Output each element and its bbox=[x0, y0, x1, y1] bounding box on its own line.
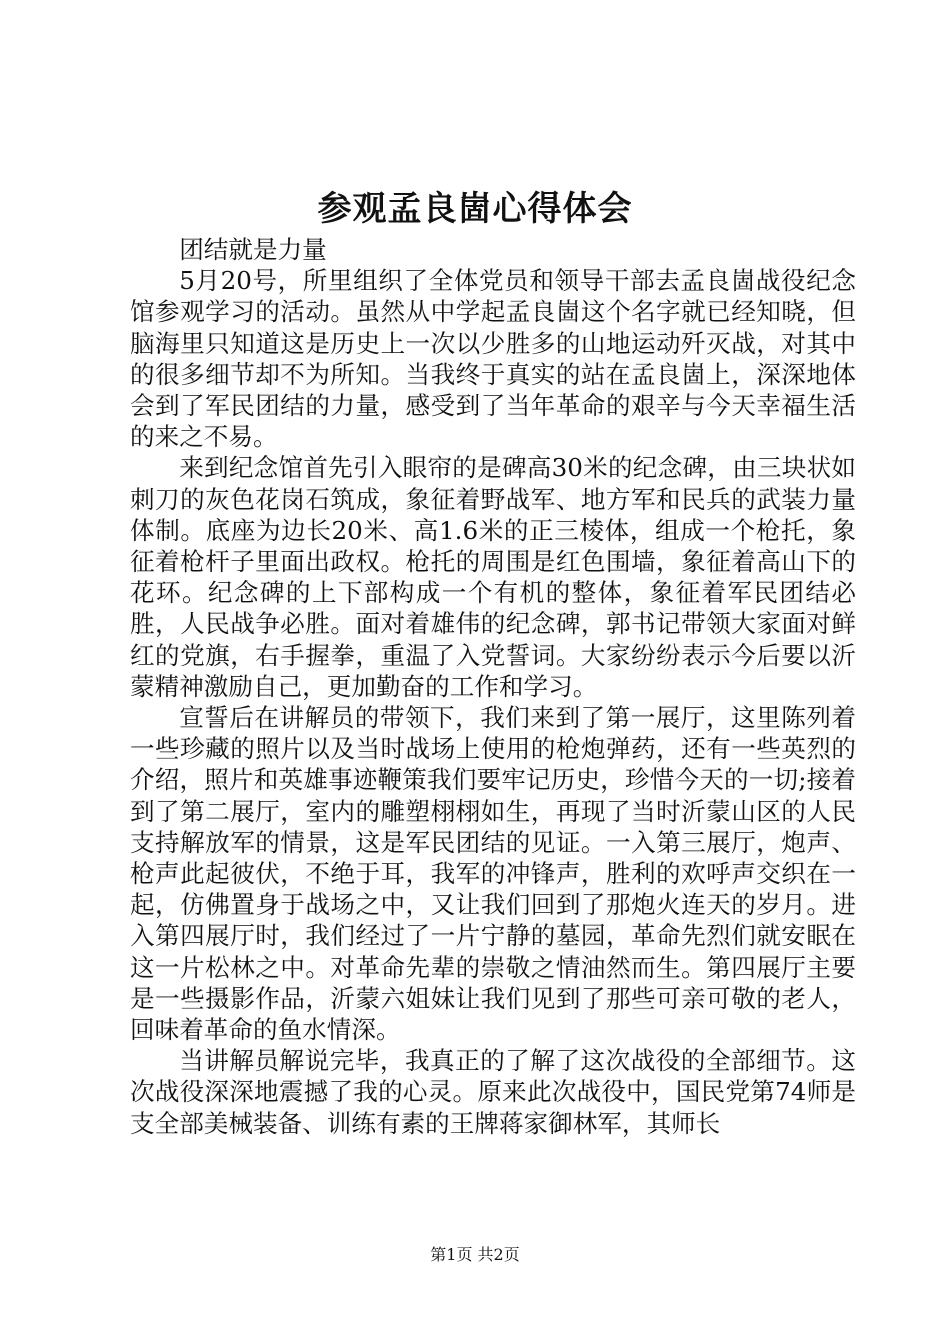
page-footer: 第1页 共2页 bbox=[430, 1245, 520, 1264]
document-title: 参观孟良崮心得体会 bbox=[317, 189, 633, 229]
paragraph: 当讲解员解说完毕，我真正的了解了这次战役的全部细节。这次战役深深地震撼了我的心灵。原来此次战役中，国民党第74师是支全部美械装备、训练有素的王牌蒋家御林军，其师长 bbox=[130, 1046, 856, 1138]
paragraph-subtitle: 团结就是力量 bbox=[179, 235, 327, 264]
paragraph: 来到纪念馆首先引入眼帘的是碑高30米的纪念碑，由三块状如刺刀的灰色花岗石筑成，象征着野战军、地方军和民兵的武装力量体制。底座为边长20米、高1.6米的正三棱体，组成一个枪托，象征着枪杆子里面出政权。枪托的周围是红色围墙，象征着高山下的花环。纪念碑的上下部构成一个有机的整体，象征着军民团结必胜，人民战争必胜。面对着雄伟的纪念碑，郭书记带领大家面对鲜红的党旗，右手握拳，重温了入党誓词。大家纷纷表示今后要以沂蒙精神激励自己，更加勤奋的工作和学习。 bbox=[130, 453, 856, 701]
paragraph: 宣誓后在讲解员的带领下，我们来到了第一展厅，这里陈列着一些珍藏的照片以及当时战场上使用的枪炮弹药，还有一些英烈的介绍，照片和英雄事迹鞭策我们要牢记历史，珍惜今天的一切;接着到了第二展厅，室内的雕塑栩栩如生，再现了当时沂蒙山区的人民支持解放军的情景，这是军民团结的见证。一入第三展厅，炮声、枪声此起彼伏，不绝于耳，我军的冲锋声，胜利的欢呼声交织在一起，仿佛置身于战场之中，又让我们回到了那炮火连天的岁月。进入第四展厅时，我们经过了一片宁静的墓园，革命先烈们就安眠在这一片松林之中。对革命先辈的崇敬之情油然而生。第四展厅主要是一些摄影作品，沂蒙六姐妹让我们见到了那些可亲可敬的老人，回味着革命的鱼水情深。 bbox=[130, 703, 856, 1045]
paragraph: 5月20号，所里组织了全体党员和领导干部去孟良崮战役纪念馆参观学习的活动。虽然从中学起孟良崮这个名字就已经知晓，但脑海里只知道这是历史上一次以少胜多的山地运动歼灭战，对其中的很多细节却不为所知。当我终于真实的站在孟良崮上，深深地体会到了军民团结的力量，感受到了当年革命的艰辛与今天幸福生活的来之不易。 bbox=[130, 266, 856, 452]
document-body bbox=[130, 234, 856, 1139]
